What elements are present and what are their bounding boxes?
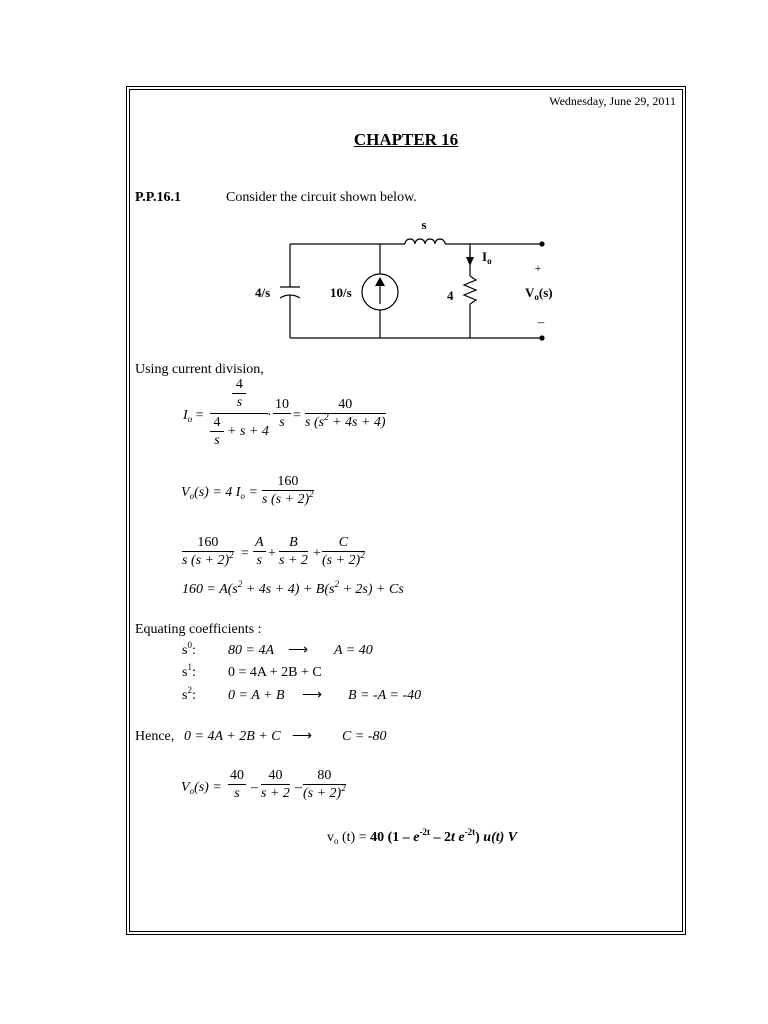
problem-statement: Consider the circuit shown below. <box>226 190 417 205</box>
eq2-lhs: $V_o(s) = 4$ $I_o$ = <box>181 485 258 501</box>
eq3-b-fraction: B s + 2 <box>279 535 308 568</box>
hence-text: Hence, <box>135 729 175 744</box>
eq1-den-fraction: $\frac{4}{s}$ <box>210 416 224 448</box>
coeff-s0-result: A = 40 <box>334 643 373 658</box>
coeff-s1-label: $s^1$: <box>182 662 196 680</box>
eq5-f1: 40 s <box>230 768 244 801</box>
eq5-lhs: $V_o(s)$ = <box>181 780 222 796</box>
output-label: $V_o(s)$ <box>525 285 553 302</box>
eq5-minus-1: – <box>251 780 258 795</box>
current-division-text: Using current division, <box>135 362 264 377</box>
terminal-bottom <box>539 335 544 340</box>
capacitor-label: 4/s <box>255 285 271 300</box>
eq5-f3: 80 $(s + 2)^2$ <box>303 768 346 801</box>
coeff-s2-result: B = -A = -40 <box>348 688 422 703</box>
source-label: 10/s <box>330 285 352 300</box>
equating-text: Equating coefficients : <box>135 622 262 637</box>
current-arrow <box>466 257 474 266</box>
eq1-big-fraction <box>210 378 269 448</box>
inductor-label: s <box>421 217 427 232</box>
eq3-c-fraction: C $(s + 2)^2$ <box>322 535 365 568</box>
eq1-den-tail: + s + 4 <box>227 424 269 439</box>
eq3-plus-2: + <box>313 546 321 561</box>
eq1-result-fraction: 40 s $(s^2 + 4s + 4)$ <box>305 397 386 430</box>
chapter-title: CHAPTER 16 <box>353 130 459 149</box>
current-label: $I_o$ <box>482 249 492 266</box>
eq1-dot: · <box>267 408 272 423</box>
coeff-s2-eq: 0 = A + B <box>228 688 285 703</box>
eq2-fraction: 160 s $(s + 2)^2$ <box>262 474 314 507</box>
resistor <box>464 276 476 304</box>
plus-sign: + <box>534 261 542 275</box>
date-header: Wednesday, June 29, 2011 <box>549 94 676 108</box>
hence-arrow: ⟶ <box>292 729 313 744</box>
eq1-inner-fraction: $\frac{4}{s}$ <box>232 378 246 410</box>
problem-label: P.P.16.1 <box>135 190 182 205</box>
coeff-s2-arrow: ⟶ <box>302 688 323 703</box>
coeff-s0-label: $s^0$: <box>182 640 196 658</box>
eq5-f2: 40 s + 2 <box>261 768 290 801</box>
terminal-top <box>539 241 544 246</box>
coeff-s0-arrow: ⟶ <box>288 643 309 658</box>
minus-sign: – <box>537 314 545 329</box>
eq3-lhs-fraction: 160 s $(s + 2)^2$ <box>182 535 234 568</box>
inductor <box>405 239 445 244</box>
eq4: $160 = A(s^2 + 4s + 4) + B(s^2 + 2s) + Cs$ <box>182 579 404 597</box>
eq3-a-fraction: A s <box>255 535 264 568</box>
hence-eq: 0 = 4A + 2B + C <box>184 729 281 744</box>
resistor-label: 4 <box>447 288 454 303</box>
eq1-lhs: $I_o$ = <box>183 408 204 424</box>
coeff-s1-eq: 0 = 4A + 2B + C <box>228 665 322 680</box>
eq5-minus-2: – <box>295 780 302 795</box>
eq3-plus-1: + <box>268 546 276 561</box>
hence-result: C = -80 <box>342 729 387 744</box>
circuit-diagram <box>240 214 560 349</box>
eq1-second-fraction: 10 s <box>275 397 289 430</box>
eq1-equals: = <box>293 408 301 423</box>
coeff-s2-label: $s^2$: <box>182 685 196 703</box>
coeff-s0-eq: 80 = 4A <box>228 643 274 658</box>
final-answer: $v_o$ (t) = 40 ($1 - e^{-2t} - 2t$ $e^{-2t}$) u(t) V <box>327 827 518 846</box>
eq3-equals: = <box>241 546 249 561</box>
